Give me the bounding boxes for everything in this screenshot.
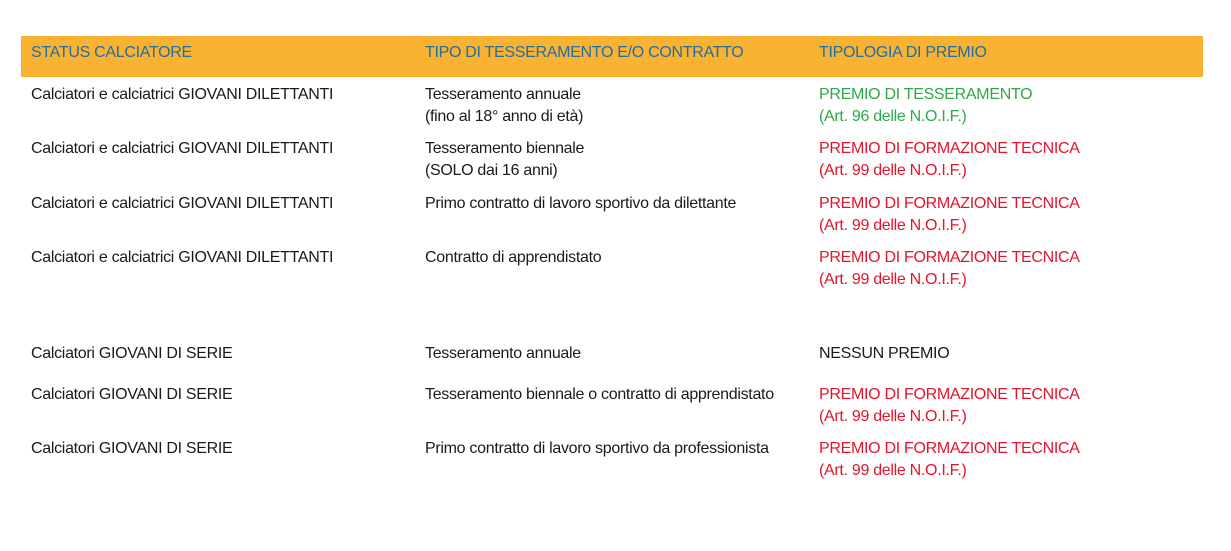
- status-cell: Calciatori e calciatrici GIOVANI DILETTANTI: [31, 86, 334, 103]
- status-cell: Calciatori e calciatrici GIOVANI DILETTANTI: [31, 195, 334, 212]
- header-tipo-tesseramento: TIPO DI TESSERAMENTO E/O CONTRATTO: [425, 44, 744, 61]
- tipo-cell: [425, 138, 584, 182]
- premio-cell: [819, 84, 1032, 128]
- premio-line: PREMIO DI TESSERAMENTO: [819, 86, 1033, 103]
- tipo-line: Contratto di apprendistato: [425, 249, 602, 266]
- premio-line: (Art. 99 delle N.O.I.F.): [819, 217, 967, 234]
- tipo-cell: [425, 84, 583, 128]
- tipo-line: Primo contratto di lavoro sportivo da dilettante: [425, 195, 737, 212]
- tipo-cell: [425, 384, 774, 406]
- status-cell: Calciatori GIOVANI DI SERIE: [31, 345, 233, 362]
- premio-cell: [819, 343, 949, 365]
- tipo-cell: [425, 343, 581, 365]
- premio-line: (Art. 99 delle N.O.I.F.): [819, 408, 967, 425]
- premio-line: PREMIO DI FORMAZIONE TECNICA: [819, 440, 1080, 457]
- status-cell: Calciatori GIOVANI DI SERIE: [31, 386, 233, 403]
- premio-cell: [819, 438, 1080, 482]
- tipo-line: (SOLO dai 16 anni): [425, 162, 558, 179]
- header-status-calciatore: STATUS CALCIATORE: [31, 44, 192, 61]
- premio-cell: [819, 193, 1080, 237]
- premio-line: PREMIO DI FORMAZIONE TECNICA: [819, 249, 1080, 266]
- tipo-line: Tesseramento biennale: [425, 140, 585, 157]
- tipo-line: Tesseramento biennale o contratto di apprendistato: [425, 386, 774, 403]
- premio-line: (Art. 99 delle N.O.I.F.): [819, 271, 967, 288]
- premio-line: (Art. 96 delle N.O.I.F.): [819, 108, 967, 125]
- status-cell: Calciatori GIOVANI DI SERIE: [31, 440, 233, 457]
- tipo-cell: [425, 247, 601, 269]
- tipo-line: Primo contratto di lavoro sportivo da professionista: [425, 440, 769, 457]
- premio-cell: [819, 384, 1080, 428]
- status-cell: Calciatori e calciatrici GIOVANI DILETTANTI: [31, 140, 334, 157]
- premio-line: NESSUN PREMIO: [819, 345, 950, 362]
- header-tipologia-premio: TIPOLOGIA DI PREMIO: [819, 44, 987, 61]
- tipo-cell: [425, 438, 769, 460]
- status-cell: Calciatori e calciatrici GIOVANI DILETTANTI: [31, 249, 334, 266]
- premio-line: (Art. 99 delle N.O.I.F.): [819, 162, 967, 179]
- premio-cell: [819, 138, 1080, 182]
- premio-line: PREMIO DI FORMAZIONE TECNICA: [819, 195, 1080, 212]
- tipo-line: Tesseramento annuale: [425, 86, 581, 103]
- tipo-cell: [425, 193, 736, 215]
- premio-line: PREMIO DI FORMAZIONE TECNICA: [819, 140, 1080, 157]
- tipo-line: (fino al 18° anno di età): [425, 108, 584, 125]
- premio-cell: [819, 247, 1080, 291]
- tipo-line: Tesseramento annuale: [425, 345, 581, 362]
- premio-line: PREMIO DI FORMAZIONE TECNICA: [819, 386, 1080, 403]
- premio-line: (Art. 99 delle N.O.I.F.): [819, 462, 967, 479]
